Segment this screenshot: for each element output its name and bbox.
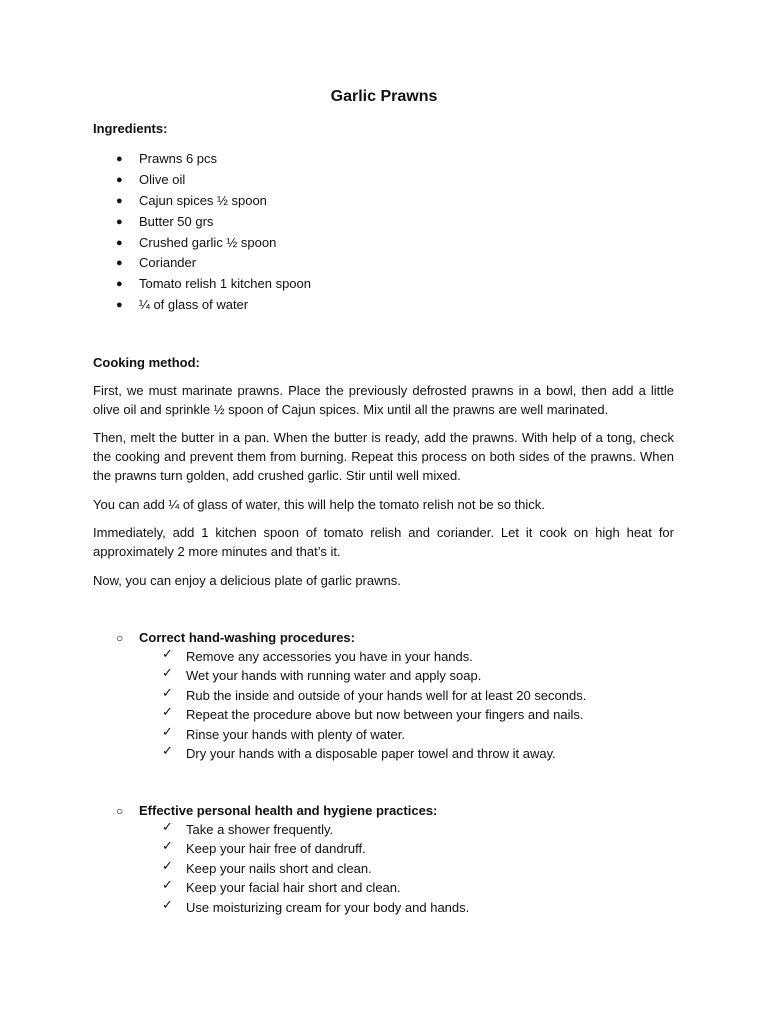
- list-item: [0, 821, 768, 840]
- handwashing-section: [0, 629, 768, 764]
- ingredients-list: [0, 150, 768, 317]
- hygiene-heading-row: [0, 802, 768, 821]
- method-paragraph: You can add ¼ of glass of water, this will help the tomato relish not be so thick.: [93, 496, 545, 512]
- handwashing-heading: Correct hand-washing procedures:: [139, 630, 355, 645]
- hygiene-practice: Keep your nails short and clean.: [186, 860, 372, 876]
- cooking-method-heading: Cooking method:: [93, 355, 200, 370]
- checkmark-icon: ✓: [162, 647, 173, 662]
- bullet-icon: ●: [116, 236, 123, 249]
- ingredients-heading: Ingredients:: [93, 121, 168, 136]
- ingredient-text: Butter 50 grs: [139, 213, 214, 229]
- list-item: [0, 213, 768, 234]
- ingredient-text: ¼ of glass of water: [139, 297, 249, 313]
- bullet-icon: ●: [116, 215, 123, 228]
- checkmark-icon: ✓: [162, 878, 173, 894]
- method-paragraph: Immediately, add 1 kitchen spoon of tomato relish and coriander. Let it cook on high heat for approximately 2 more minutes and that’s it.: [93, 525, 674, 559]
- hygiene-section: [0, 802, 768, 918]
- list-item: [0, 745, 768, 764]
- checkmark-icon: ✓: [162, 685, 173, 701]
- list-item: [0, 667, 768, 686]
- ingredient-text: Olive oil: [139, 171, 186, 187]
- checkmark-icon: ✓: [162, 743, 173, 759]
- handwashing-step: Repeat the procedure above but now between your fingers and nails.: [186, 707, 584, 723]
- list-item: [0, 840, 768, 859]
- ingredient-text: Tomato relish 1 kitchen spoon: [139, 276, 311, 292]
- handwashing-step: Wet your hands with running water and apply soap.: [186, 668, 482, 684]
- method-paragraph: First, we must marinate prawns. Place the previously defrosted prawns in a bowl, then add a little olive oil and sprinkle ½ spoon of Cajun spices. Mix until all the prawns are well marinated.: [93, 383, 674, 417]
- checkmark-icon: ✓: [162, 839, 173, 855]
- bullet-icon: ●: [116, 194, 123, 207]
- checkmark-icon: ✓: [162, 858, 173, 874]
- handwashing-step: Rinse your hands with plenty of water.: [186, 726, 405, 742]
- bullet-icon: ●: [116, 299, 123, 312]
- hygiene-practice: Take a shower frequently.: [186, 822, 334, 837]
- list-item: [0, 899, 768, 918]
- bullet-icon: ●: [116, 278, 123, 291]
- ingredient-text: Coriander: [139, 255, 197, 271]
- checkmark-icon: ✓: [162, 705, 173, 721]
- list-item: [0, 296, 768, 317]
- document-title: Garlic Prawns: [330, 88, 438, 105]
- list-item: [0, 706, 768, 725]
- cooking-method-body: [93, 382, 674, 600]
- ingredient-text: Crushed garlic ½ spoon: [139, 234, 277, 250]
- list-item: [0, 150, 768, 171]
- bullet-icon: ●: [116, 257, 123, 270]
- hygiene-practice: Keep your facial hair short and clean.: [186, 880, 401, 896]
- list-item: [0, 275, 768, 296]
- handwashing-step: Remove any accessories you have in your hands.: [186, 649, 473, 664]
- circle-bullet-icon: ○: [116, 631, 124, 645]
- list-item: [0, 879, 768, 898]
- handwashing-list: [0, 648, 768, 764]
- list-item: [0, 726, 768, 745]
- list-item: [0, 192, 768, 213]
- list-item: [0, 860, 768, 879]
- checkmark-icon: ✓: [162, 724, 173, 740]
- handwashing-step: Rub the inside and outside of your hands well for at least 20 seconds.: [186, 687, 587, 703]
- list-item: [0, 171, 768, 192]
- hygiene-heading: Effective personal health and hygiene practices:: [139, 803, 438, 818]
- bullet-icon: ●: [116, 153, 123, 165]
- list-item: [0, 254, 768, 275]
- handwashing-step: Dry your hands with a disposable paper towel and throw it away.: [186, 745, 556, 761]
- circle-bullet-icon: ○: [116, 804, 124, 818]
- checkmark-icon: ✓: [162, 666, 173, 682]
- method-paragraph: Now, you can enjoy a delicious plate of garlic prawns.: [93, 572, 401, 588]
- list-item: [0, 648, 768, 667]
- list-item: [0, 687, 768, 706]
- hygiene-practice: Use moisturizing cream for your body and hands.: [186, 899, 470, 915]
- bullet-icon: ●: [116, 173, 123, 186]
- checkmark-icon: ✓: [162, 820, 173, 835]
- hygiene-practice: Keep your hair free of dandruff.: [186, 841, 366, 857]
- handwashing-heading-row: [0, 629, 768, 648]
- checkmark-icon: ✓: [162, 897, 173, 913]
- hygiene-list: [0, 821, 768, 918]
- method-paragraph: Then, melt the butter in a pan. When the butter is ready, add the prawns. With help of a tong, check the cooking and prevent them from burning. Repeat this process on both sides of the prawns. When the prawns turn golden, add crushed garlic. Stir until well mixed.: [93, 430, 674, 483]
- ingredient-text: Cajun spices ½ spoon: [139, 192, 267, 208]
- list-item: [0, 234, 768, 255]
- ingredient-text: Prawns 6 pcs: [139, 151, 218, 166]
